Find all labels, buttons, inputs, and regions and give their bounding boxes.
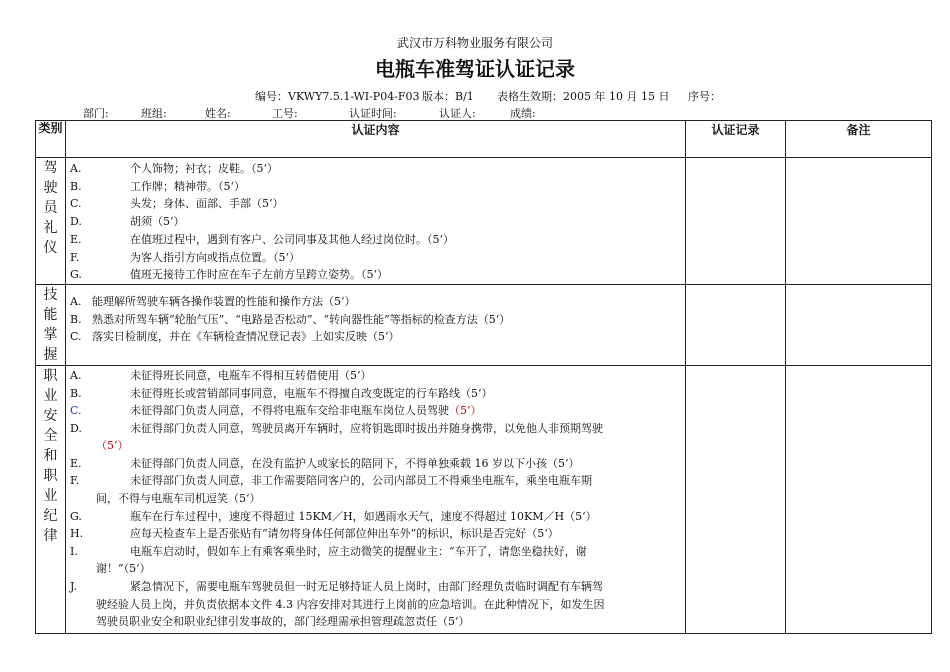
list-item: A. 未征得班长同意，电瓶车不得相互转借使用（5‘） — [70, 368, 372, 382]
field-cert-time: 认证时间: — [349, 107, 397, 120]
category-cell — [36, 365, 66, 633]
table-header-row — [36, 121, 932, 158]
effective-date: 表格生效期：2005 年 10 月 15 日 — [497, 90, 670, 103]
list-item-continuation: 驾驶员职业安全和职业纪律引发事故的，部门经理需承担管理疏忽责任（5‘） — [96, 615, 470, 629]
list-item-continuation: 间，不得与电瓶车司机逗笑（5‘） — [96, 492, 261, 506]
list-item: C. 头发；身体、面部、手部（5‘） — [70, 197, 284, 211]
category-cell — [36, 158, 66, 285]
remark-cell[interactable] — [786, 158, 932, 285]
remark-cell[interactable] — [786, 284, 932, 365]
section-safety-discipline — [36, 365, 932, 633]
list-item: B. 工作牌；精神带。（5‘） — [70, 179, 245, 193]
list-item: D. 胡须（5‘） — [70, 215, 185, 229]
list-item-continuation: 谢！”（5‘） — [96, 562, 151, 576]
list-item: B. 未征得班长或营销部同事同意，电瓶车不得擅自改变既定的行车路线（5‘） — [70, 386, 493, 400]
field-score: 成绩: — [510, 107, 536, 120]
list-item: I. 电瓶车启动时，假如车上有乘客乘坐时，应主动微笑的提醒业主：“车开了，请您坐稳扶好，谢 — [70, 544, 587, 558]
category-label: 职业安全和职业纪律 — [43, 367, 58, 544]
category-label: 技能掌握 — [43, 286, 58, 363]
field-certifier: 认证人: — [439, 107, 476, 120]
field-dept: 部门: — [83, 107, 109, 120]
list-item: F. 未征得部门负责人同意，非工作需要陪同客户的，公司内部员工不得乘坐电瓶车，乘坐电瓶车期 — [70, 474, 592, 488]
content-cell — [66, 365, 686, 633]
list-item: C. 落实日检制度，并在《车辆检查情况登记表》上如实反映（5‘） — [70, 330, 400, 344]
remark-cell[interactable] — [786, 365, 932, 633]
serial-number: 序号： — [688, 90, 721, 103]
list-item: A. 能理解所驾驶车辆各操作装置的性能和操作方法（5‘） — [70, 294, 356, 308]
list-item: A. 个人饰物；衬衣；皮鞋。（5‘） — [70, 162, 278, 175]
list-item: E. 在值班过程中，遇到有客户、公司同事及其他人经过岗位时。（5‘） — [70, 232, 454, 246]
field-name: 姓名: — [205, 107, 231, 120]
record-cell[interactable] — [686, 365, 786, 633]
record-cell[interactable] — [686, 158, 786, 285]
company-name: 武汉市万科物业服务有限公司 — [396, 36, 553, 50]
content-cell — [66, 158, 686, 285]
list-item-continuation: （5‘） — [96, 439, 129, 453]
list-item: B. 熟悉对所驾车辆“轮胎气压”、“电路是否松动”、“转向器性能”等指标的检查方法（5‘） — [70, 312, 511, 326]
list-item: E. 未征得部门负责人同意，在没有监护人或家长的陪同下，不得单独乘载 16 岁以下小孩（5‘） — [70, 456, 580, 470]
list-item: G. 瓶车在行车过程中，速度不得超过 15KM／H，如遇雨水天气，速度不得超过 10KM／H（5‘） — [70, 509, 597, 523]
list-item: D. 未征得部门负责人同意，驾驶员离开车辆时，应将钥匙即时拔出并随身携带，以免他人非预期驾驶 — [70, 421, 603, 435]
section-driver-etiquette — [36, 158, 932, 285]
header-record: 认证记录 — [686, 121, 786, 158]
field-team: 班组: — [141, 107, 167, 120]
list-item: C. 未征得部门负责人同意，不得将电瓶车交给非电瓶车岗位人员驾驶（5‘） — [70, 404, 482, 418]
version: 版本：B/1 — [422, 90, 474, 103]
list-item: G. 值班无接待工作时应在车子左前方呈跨立姿势。（5‘） — [70, 268, 388, 282]
certification-table — [35, 120, 932, 634]
list-item: F. 为客人指引方向或指点位置。（5‘） — [70, 250, 300, 264]
section-skills — [36, 284, 932, 365]
document-title: 电瓶车准驾证认证记录 — [375, 57, 575, 81]
header-category: 类别 — [36, 121, 66, 158]
content-cell — [66, 284, 686, 365]
category-cell — [36, 284, 66, 365]
header-remark: 备注 — [786, 121, 932, 158]
list-item-continuation: 驶经验人员上岗，并负责依据本文件 4.3 内容安排对其进行上岗前的应急培训。在此种情况下，如发生因 — [96, 597, 605, 611]
list-item: H. 应每天检查车上是否张贴有“请勿将身体任何部位伸出车外”的标识，标识是否完好（5‘） — [70, 527, 559, 541]
header-content: 认证内容 — [66, 121, 686, 158]
category-label: 驾驶员礼仪 — [43, 160, 58, 256]
field-empno: 工号: — [272, 107, 298, 120]
record-cell[interactable] — [686, 284, 786, 365]
list-item: J. 紧急情况下，需要电瓶车驾驶员但一时无足够持证人员上岗时，由部门经理负责临时调配有车辆驾 — [70, 580, 603, 594]
doc-number: 编号：VKWY7.5.1-WI-P04-F03 — [255, 90, 420, 103]
